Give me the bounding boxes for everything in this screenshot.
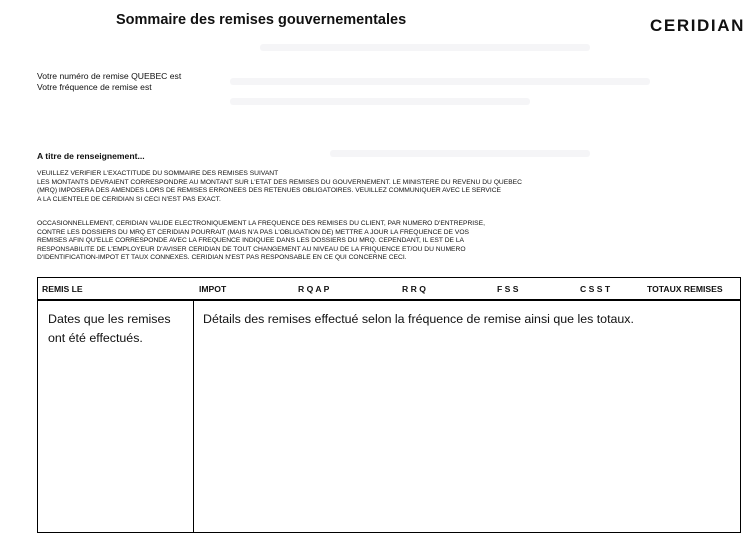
column-header-totaux-remises: TOTAUX REMISES: [647, 284, 723, 294]
remit-frequency-line: Votre fréquence de remise est: [37, 82, 152, 92]
column-header-rqap: R Q A P: [298, 284, 330, 294]
remittance-table: [37, 277, 741, 533]
column-header-rrq: R R Q: [402, 284, 426, 294]
paragraph-line: LES MONTANTS DEVRAIENT CORRESPONDRE AU MONTANT SUR L'ETAT DES REMISES DU GOUVERNEMENT. LE MINISTERE DU REVENU DU QUEBEC: [37, 178, 522, 186]
page-title: Sommaire des remises gouvernementales: [116, 12, 407, 28]
column-header-remis-le: REMIS LE: [42, 284, 83, 294]
paragraph-line: A LA CLIENTELE DE CERIDIAN SI CECI N'EST PAS EXACT.: [37, 195, 221, 203]
paragraph-line: OCCASIONNELLEMENT, CERIDIAN VALIDE ELECTRONIQUEMENT LA FREQUENCE DES REMISES DU CLIENT, PAR NUMERO D'ENTREPRISE,: [37, 220, 485, 227]
paragraph-line: (MRQ) IMPOSERA DES AMENDES LORS DE REMISES ERRONEES DES RETENUES OBLIGATOIRES. VEUILLEZ COMMUNIQUER AVEC LE SERVICE: [37, 187, 502, 195]
column-divider: [193, 301, 194, 532]
remit-number-line: Votre numéro de remise QUEBEC est: [37, 71, 182, 81]
dates-description-cell: Dates que les remises ont été effectués.: [48, 312, 171, 345]
paragraph-line: D'IDENTIFICATION-IMPOT ET TAUX CONNEXES. CERIDIAN N'EST PAS RESPONSABLE EN CE QUI CONCERNE CECI.: [37, 254, 407, 262]
faded-text-line: [330, 150, 590, 157]
faded-text-line: [230, 98, 530, 105]
column-header-fss: F S S: [497, 284, 519, 294]
paragraph-line: VEUILLEZ VERIFIER L'EXACTITUDE DU SOMMAIRE DES REMISES SUIVANT: [37, 170, 279, 177]
remit-info: [37, 71, 181, 93]
paragraph-line: RESPONSABILITE DE L'EMPLOYEUR D'AVISER CERIDIAN DE TOUT CHANGEMENT AU NIVEAU DE LA FRIQUENCE ET/OU DU NUMERO: [37, 245, 466, 253]
table-header: [38, 278, 740, 301]
paragraph-line: REMISES AFIN QU'ELLE CORRESPONDE AVEC LA FREQUENCE INDIQUEE DANS LES DOSSIERS DU MRQ. CEPENDANT, IL EST DE LA: [37, 237, 465, 245]
info-paragraph-1: [37, 170, 522, 204]
faded-text-line: [260, 44, 590, 51]
details-description-cell: Détails des remises effectué selon la fréquence de remise ainsi que les totaux.: [203, 312, 634, 326]
faded-text-line: [230, 78, 650, 85]
paragraph-line: CONTRE LES DOSSIERS DU MRQ ET CERIDIAN POURRAIT (MAIS N'A PAS L'OBLIGATION DE) METTRE A JOUR LA FREQUENCE DE VOS: [37, 228, 469, 236]
column-header-csst: C S S T: [580, 284, 611, 294]
column-header-impot: IMPOT: [199, 284, 227, 294]
ceridian-logo: CERIDIAN: [650, 16, 745, 35]
info-paragraph-2: [37, 220, 485, 263]
info-heading: A titre de renseignement...: [37, 151, 145, 161]
